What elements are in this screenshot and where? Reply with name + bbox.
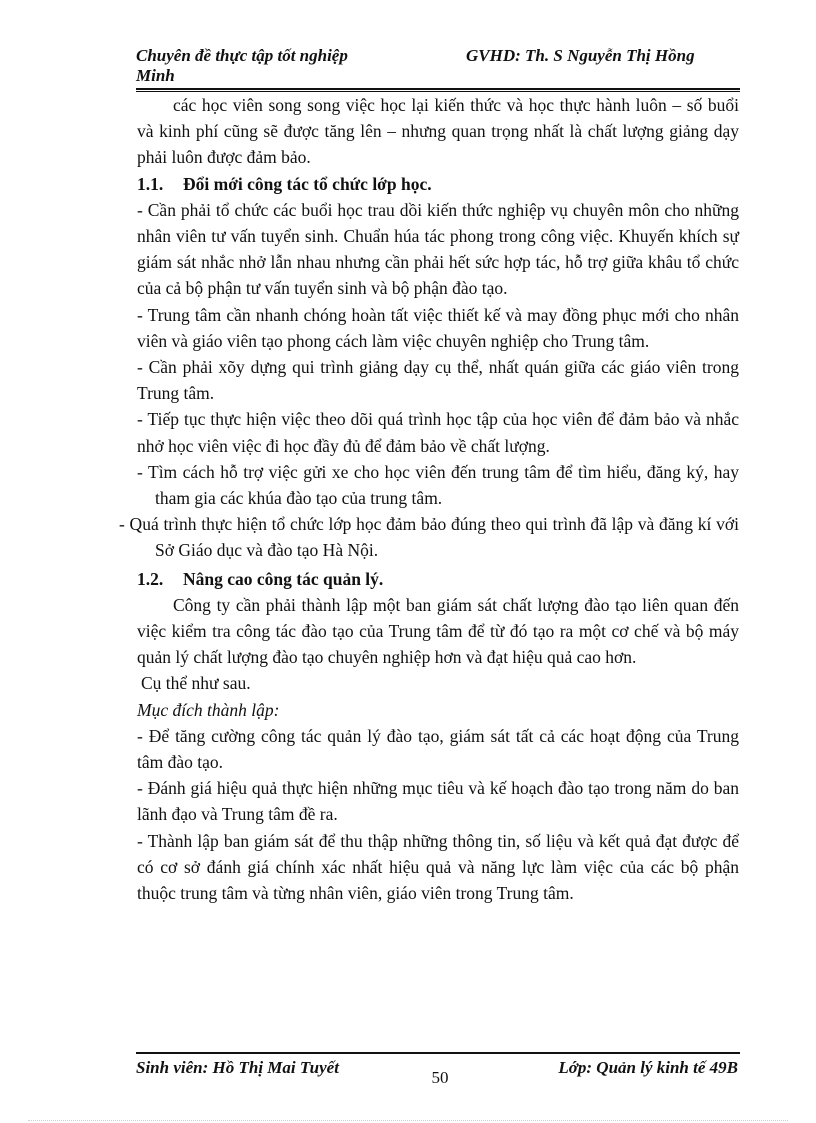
bullet-item: - Cần phải tổ chức các buổi học trau dồi kiến thức nghiệp vụ chuyên môn cho những nhân viên tư vấn tuyển sinh. Chuẩn húa tác phong trong công việc. Khuyến khích sự giám sát nhắc nhở lẫn nhau nhưng cần phải hết sức hợp tác, hỗ trợ giữa khâu tổ chức của cả bộ phận tư vấn tuyển sinh và bộ phận đào tạo. [137, 199, 739, 299]
purpose-label: Mục đích thành lập: [137, 699, 280, 720]
paragraph-specific: Cụ thể như sau. [141, 673, 251, 694]
paragraph-company: Công ty cần phải thành lập một ban giám sát chất lượng đào tạo liên quan đến việc kiểm tra công tác đào tạo của Trung tâm để từ đó tạo ra một cơ chế và bộ máy quản lý chất lượng đào tạo chuyên nghiệp hơn và đạt hiệu quả cao hơn. [137, 594, 739, 668]
section-title: Đổi mới công tác tổ chức lớp học. [183, 173, 432, 194]
section-heading-1-2 [137, 566, 739, 592]
footer-class: Lớp: Quản lý kinh tế 49B [558, 1058, 738, 1077]
page-number: 50 [431, 1068, 449, 1087]
section-number: 1.2. [137, 568, 164, 589]
footer-divider [136, 1052, 740, 1054]
bullet-item: - Trung tâm cần nhanh chóng hoàn tất việc thiết kế và may đồng phục mới cho nhân viên và giáo viên tạo phong cách làm việc chuyên nghiệp cho Trung tâm. [137, 304, 739, 351]
header-advisor-name-cont: Minh [136, 66, 175, 85]
section-title: Nâng cao công tác quản lý. [183, 568, 384, 589]
bullet-item: - Tìm cách hỗ trợ việc gửi xe cho học viên đến trung tâm để tìm hiểu, đăng ký, hay tham gia các khúa đào tạo của trung tâm. [137, 461, 739, 509]
header-advisor: GVHD: Th. S Nguyễn Thị Hồng [466, 46, 695, 65]
bullet-item: - Quá trình thực hiện tổ chức lớp học đảm bảo đúng theo qui trình đã lập và đăng kí với Sở Giáo dục và đào tạo Hà Nội. [119, 514, 739, 561]
bullet-item: - Thành lập ban giám sát để thu thập những thông tin, số liệu và kết quả đạt được để có cơ sở đánh giá chính xác nhất hiệu quả và năng lực làm việc của các bộ phận thuộc trung tâm và từng nhân viên, giáo viên trong Trung tâm. [137, 830, 739, 904]
section-number: 1.1. [137, 173, 164, 194]
header-report-title: Chuyên đề thực tập tốt nghiệp Minh [136, 46, 348, 85]
bullet-item: - Cần phải xõy dựng qui trình giảng dạy cụ thể, nhất quán giữa các giáo viên trong Trung tâm. [137, 357, 739, 404]
page-bottom-border [28, 1120, 788, 1121]
footer-student: Sinh viên: Hồ Thị Mai Tuyết [136, 1058, 339, 1077]
paragraph-intro: các học viên song song việc học lại kiến thức và học thực hành luôn – số buổi và kinh phí cũng sẽ được tăng lên – nhưng quan trọng nhất là chất lượng giảng dạy phải luôn được đảm bảo. [137, 95, 739, 168]
document-body [119, 92, 739, 906]
bullet-item: - Để tăng cường công tác quản lý đào tạo, giám sát tất cả các hoạt động của Trung tâm đào tạo. [137, 725, 739, 773]
bullet-item: - Đánh giá hiệu quả thực hiện những mục tiêu và kế hoạch đào tạo trong năm do ban lãnh đạo và Trung tâm đề ra. [137, 778, 739, 825]
section-heading-1-1 [137, 171, 739, 197]
bullet-item: - Tiếp tục thực hiện việc theo dõi quá trình học tập của học viên để đảm bảo và nhắc nhở học viên việc đi học đầy đủ để đảm bảo về chất lượng. [137, 409, 739, 456]
